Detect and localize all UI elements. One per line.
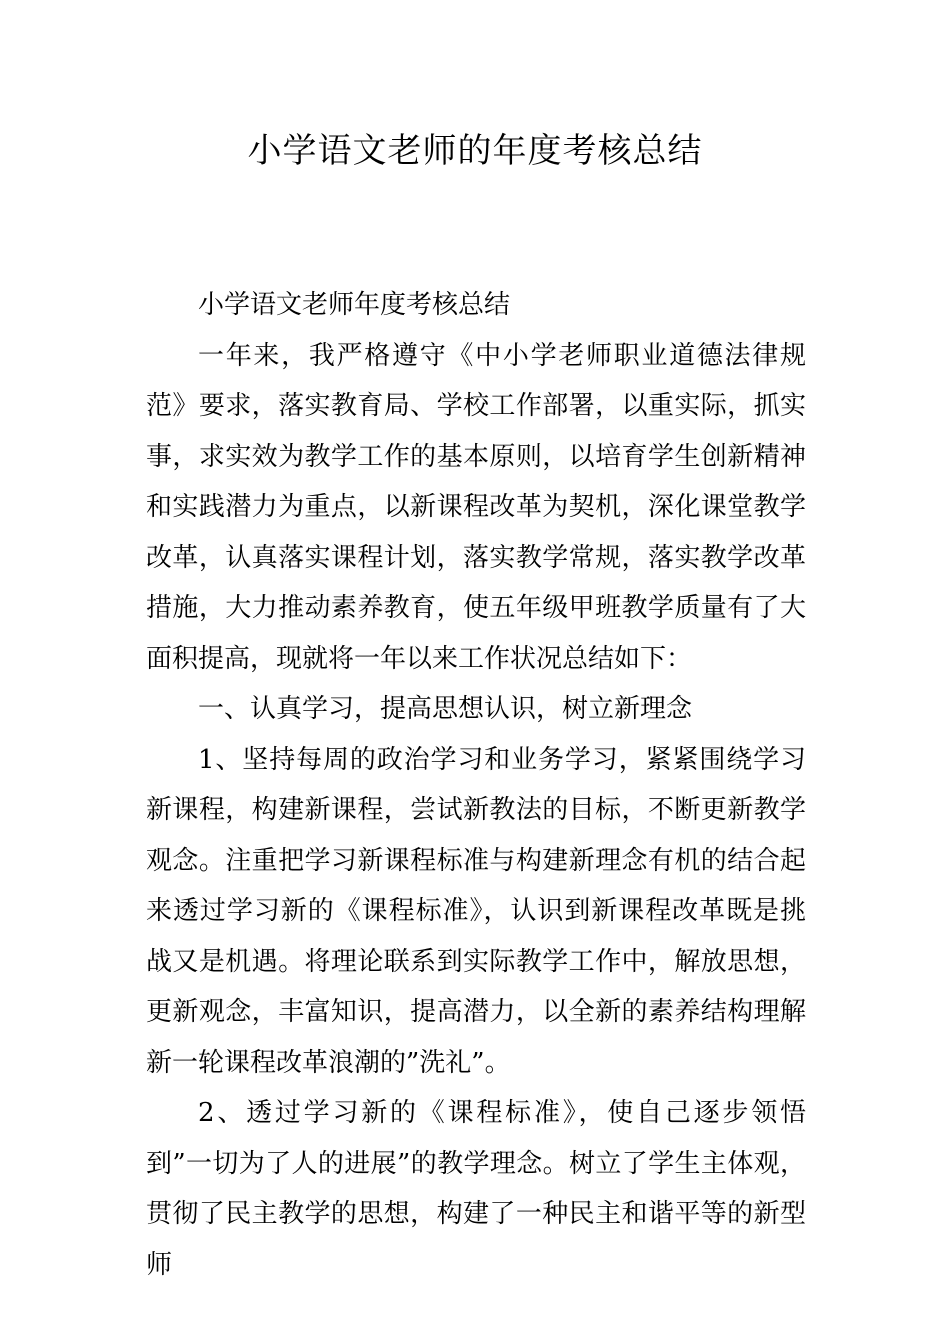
document-body xyxy=(146,280,806,1290)
document-subtitle: 小学语文老师年度考核总结 xyxy=(198,290,511,320)
paragraph-intro: 一年来，我严格遵守《中小学老师职业道德法律规范》要求，落实教育局、学校工作部署，以重实际，抓实事，求实效为教学工作的基本原则，以培育学生创新精神和实践潜力为重点，以新课程改革为契机，深化课堂教学改革，认真落实课程计划，落实教学常规，落实教学改革措施，大力推动素养教育，使五年级甲班教学质量有了大面积提高，现就将一年以来工作状况总结如下： xyxy=(146,340,806,674)
paragraph-item-1: 1、坚持每周的政治学习和业务学习，紧紧围绕学习新课程，构建新课程，尝试新教法的目标，不断更新教学观念。注重把学习新课程标准与构建新理念有机的结合起来透过学习新的《课程标准》，认识到新课程改革既是挑战又是机遇。将理论联系到实际教学工作中，解放思想，更新观念，丰富知识，提高潜力，以全新的素养结构理解新一轮课程改革浪潮的”洗礼”。 xyxy=(146,744,806,1078)
document-title: 小学语文老师的年度考核总结 xyxy=(247,131,703,171)
section-heading-1: 一、认真学习，提高思想认识，树立新理念 xyxy=(198,694,693,724)
paragraph-item-2: 2、透过学习新的《课程标准》，使自己逐步领悟到”一切为了人的进展”的教学理念。树立了学生主体观，贯彻了民主教学的思想，构建了一种民主和谐平等的新型师 xyxy=(146,1098,806,1280)
